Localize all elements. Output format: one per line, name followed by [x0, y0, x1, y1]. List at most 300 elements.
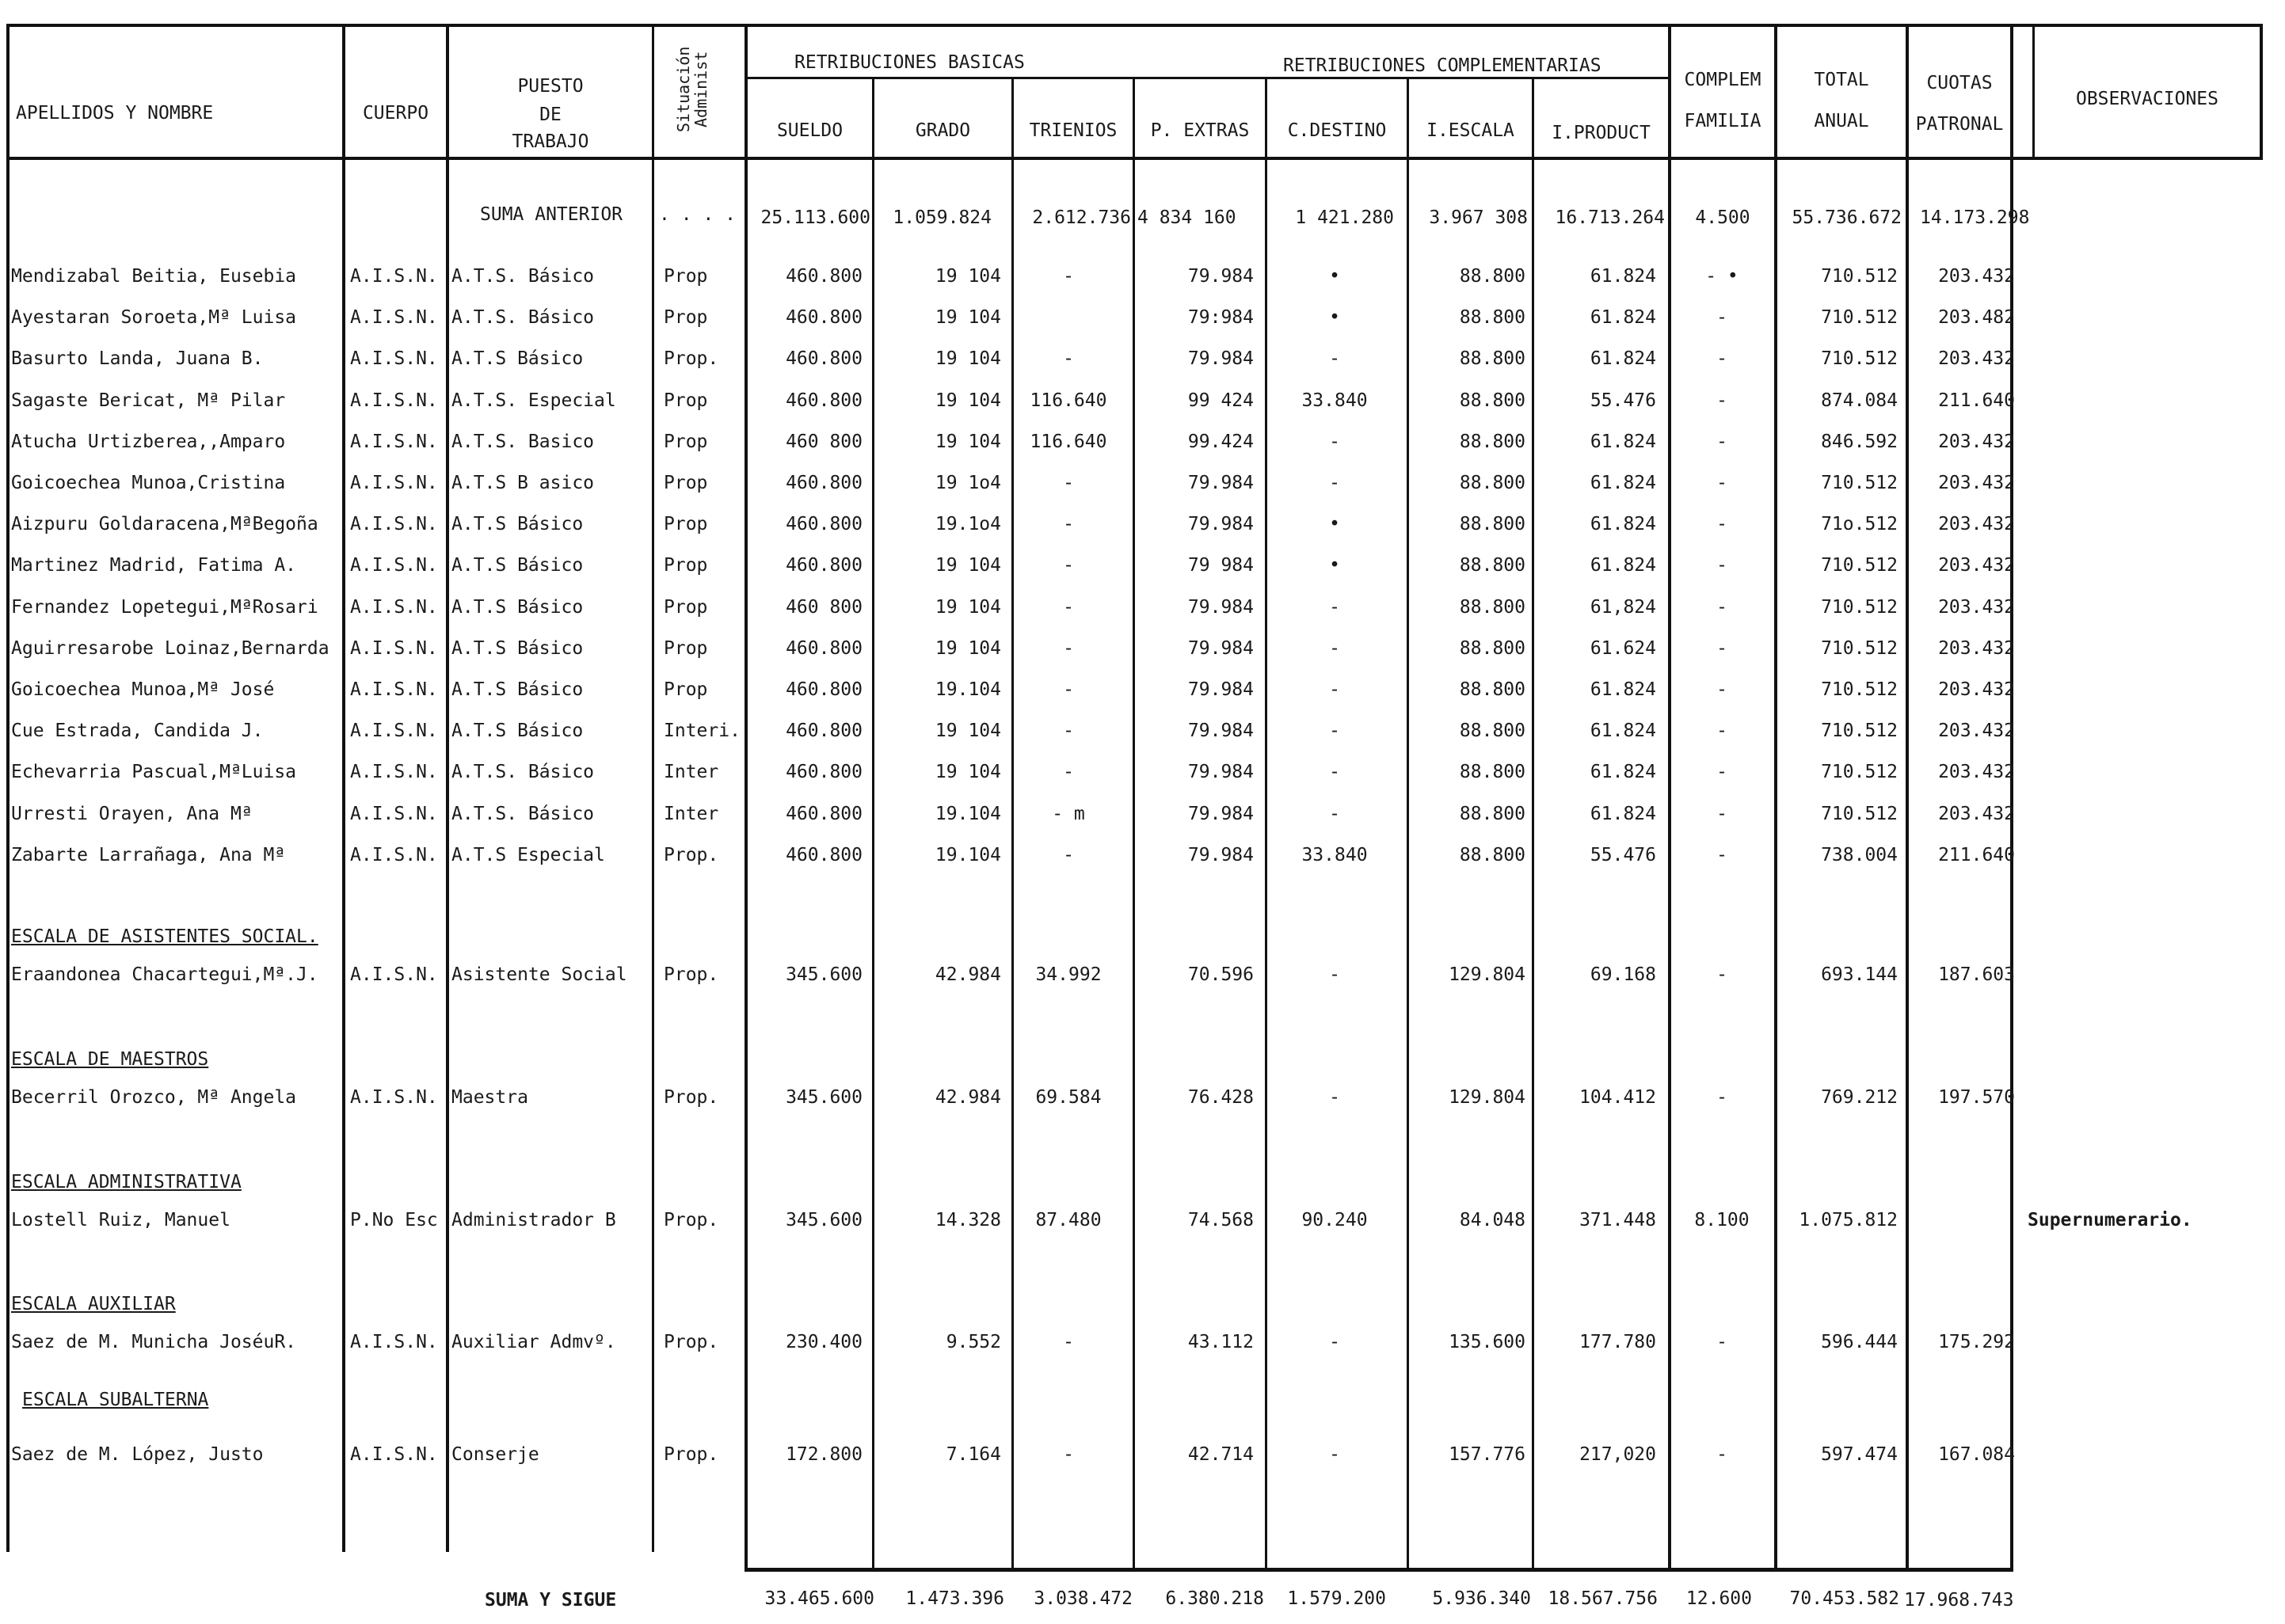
cell-situacion: Prop.: [664, 845, 719, 865]
cell-situacion: Inter: [664, 762, 719, 782]
cell-p-extras: 79.984: [1187, 721, 1254, 741]
cell-total: 596.444: [1821, 1332, 1898, 1352]
cell-total: 597.474: [1821, 1444, 1898, 1465]
suma-y-sigue-label: SUMA Y SIGUE: [485, 1590, 617, 1611]
cell-p-extras: 79.984: [1187, 762, 1254, 782]
cell-i-escala: 88.800: [1459, 266, 1525, 287]
cell-grado: 19 1o4: [935, 473, 1001, 493]
cell-nombre: Fernandez Lopetegui,MªRosari: [11, 597, 318, 618]
cell-i-product: 61.824: [1590, 307, 1656, 328]
cell-c-destino: -: [1329, 597, 1340, 618]
cell-trienios: - m: [1052, 804, 1085, 824]
suma-anterior-c-destino: 1 421.280: [1295, 207, 1394, 228]
cell-i-escala: 129.804: [1449, 964, 1525, 985]
cell-cuerpo: A.I.S.N.: [350, 514, 438, 534]
suma-anterior-total: 55.736.672: [1792, 207, 1902, 228]
cell-complem: -: [1716, 845, 1727, 865]
cell-total: 710.512: [1821, 597, 1898, 618]
cell-trienios: -: [1063, 348, 1074, 369]
cell-puesto: A.T.S Básico: [451, 514, 584, 534]
cell-i-escala: 88.800: [1459, 555, 1525, 576]
cell-total: 710.512: [1821, 473, 1898, 493]
suma-anterior-trienios: 2.612.736: [1032, 207, 1131, 228]
cell-total: 846.592: [1821, 432, 1898, 452]
cell-i-escala: 88.800: [1459, 514, 1525, 534]
cell-complem: -: [1716, 555, 1727, 576]
cell-trienios: -: [1063, 1444, 1074, 1465]
cell-i-product: 61.824: [1590, 473, 1656, 493]
cell-i-escala: 84.048: [1459, 1210, 1525, 1230]
suma-anterior-sueldo: 25.113.600: [760, 207, 870, 228]
cell-total: 710.512: [1821, 307, 1898, 328]
cell-complem: -: [1716, 1444, 1727, 1465]
cell-p-extras: 79.984: [1187, 597, 1254, 618]
suma-y-sigue-p-extras: 6.380.218: [1165, 1588, 1264, 1609]
cell-cuerpo: A.I.S.N.: [350, 1332, 438, 1352]
cell-puesto: A.T.S Básico: [451, 721, 584, 741]
header-situacion: [675, 30, 710, 149]
suma-y-sigue-i-product: 18.567.756: [1548, 1588, 1658, 1609]
cell-p-extras: 79.984: [1187, 473, 1254, 493]
cell-situacion: Prop: [664, 597, 708, 618]
suma-anterior-i-escala: 3.967 308: [1429, 207, 1528, 228]
cell-puesto: Administrador B: [451, 1210, 616, 1230]
cell-sueldo: 460.800: [786, 845, 863, 865]
cell-complem: -: [1716, 679, 1727, 700]
header-cuotas: CUOTAS: [1926, 73, 1993, 93]
cell-cuerpo: A.I.S.N.: [350, 1087, 438, 1108]
cell-grado: 19.104: [935, 845, 1001, 865]
cell-puesto: A.T.S. Básico: [451, 307, 595, 328]
cell-i-escala: 135.600: [1449, 1332, 1525, 1352]
cell-nombre: Echevarria Pascual,MªLuisa: [11, 762, 297, 782]
suma-anterior-complem: 4.500: [1695, 207, 1750, 228]
cell-cuotas: 203.432: [1938, 721, 2015, 741]
cell-cuerpo: A.I.S.N.: [350, 348, 438, 369]
cell-p-extras: 79.984: [1187, 514, 1254, 534]
cell-cuerpo: A.I.S.N.: [350, 432, 438, 452]
cell-i-product: 104.412: [1579, 1087, 1656, 1108]
cell-c-destino: 33.840: [1301, 390, 1368, 411]
cell-sueldo: 460 800: [786, 432, 863, 452]
cell-cuotas: 203.432: [1938, 432, 2015, 452]
cell-puesto: A.T.S Básico: [451, 597, 584, 618]
cell-trienios: -: [1063, 514, 1074, 534]
cell-complem: -: [1716, 1332, 1727, 1352]
cell-puesto: A.T.S Especial: [451, 845, 605, 865]
cell-grado: 19 104: [935, 432, 1001, 452]
cell-puesto: Maestra: [451, 1087, 528, 1108]
cell-cuotas: 203.432: [1938, 266, 2015, 287]
cell-c-destino: -: [1329, 1087, 1340, 1108]
cell-trienios: -: [1063, 473, 1074, 493]
cell-p-extras: 79 984: [1187, 555, 1254, 576]
cell-complem: -: [1716, 348, 1727, 369]
cell-nombre: Becerril Orozco, Mª Angela: [11, 1087, 297, 1108]
cell-total: 710.512: [1821, 804, 1898, 824]
cell-i-product: 61.824: [1590, 348, 1656, 369]
cell-trienios: -: [1063, 845, 1074, 865]
suma-y-sigue-grado: 1.473.396: [905, 1588, 1004, 1609]
cell-i-escala: 88.800: [1459, 721, 1525, 741]
cell-grado: 19 104: [935, 597, 1001, 618]
cell-p-extras: 79.984: [1187, 266, 1254, 287]
cell-situacion: Prop: [664, 473, 708, 493]
cell-i-escala: 88.800: [1459, 597, 1525, 618]
cell-complem: 8.100: [1694, 1210, 1750, 1230]
cell-total: 710.512: [1821, 679, 1898, 700]
cell-i-escala: 157.776: [1449, 1444, 1525, 1465]
cell-cuotas: 203.432: [1938, 804, 2015, 824]
cell-situacion: Prop.: [664, 348, 719, 369]
cell-nombre: Aguirresarobe Loinaz,Bernarda: [11, 638, 329, 659]
cell-grado: 19.104: [935, 679, 1001, 700]
cell-trienios: 34.992: [1035, 964, 1102, 985]
cell-trienios: -: [1063, 597, 1074, 618]
cell-puesto: A.T.S. Especial: [451, 390, 616, 411]
header-trienios: TRIENIOS: [1029, 120, 1118, 141]
cell-c-destino: 33.840: [1301, 845, 1368, 865]
cell-cuerpo: P.No Esc: [350, 1210, 438, 1230]
suma-y-sigue-cuotas: 17.968.743: [1904, 1590, 2014, 1611]
header-i-product: I.PRODUCT: [1552, 123, 1651, 143]
cell-situacion: Prop.: [664, 1210, 719, 1230]
cell-sueldo: 345.600: [786, 964, 863, 985]
cell-total: 710.512: [1821, 555, 1898, 576]
cell-c-destino: •: [1329, 307, 1340, 328]
cell-nombre: Saez de M. Municha JoséuR.: [11, 1332, 297, 1352]
cell-p-extras: 79.984: [1187, 679, 1254, 700]
cell-p-extras: 99 424: [1187, 390, 1254, 411]
cell-p-extras: 76.428: [1187, 1087, 1254, 1108]
cell-sueldo: 460.800: [786, 514, 863, 534]
cell-grado: 7.164: [946, 1444, 1001, 1465]
cell-cuotas: 197.570: [1938, 1087, 2015, 1108]
cell-grado: 19 104: [935, 721, 1001, 741]
cell-i-product: 61,824: [1590, 597, 1656, 618]
suma-y-sigue-complem: 12.600: [1685, 1588, 1752, 1609]
header-situacion-1: Situación: [674, 46, 693, 133]
cell-sueldo: 460.800: [786, 348, 863, 369]
cell-p-extras: 99.424: [1187, 432, 1254, 452]
header-puesto: PUESTO: [517, 76, 584, 97]
header-apellidos: APELLIDOS Y NOMBRE: [16, 103, 214, 124]
cell-total: 874.084: [1821, 390, 1898, 411]
cell-i-product: 61.824: [1590, 514, 1656, 534]
cell-trienios: 69.584: [1035, 1087, 1102, 1108]
cell-i-escala: 88.800: [1459, 845, 1525, 865]
cell-i-escala: 88.800: [1459, 432, 1525, 452]
cell-trienios: 87.480: [1035, 1210, 1102, 1230]
cell-cuotas: 203.432: [1938, 348, 2015, 369]
cell-sueldo: 460 800: [786, 597, 863, 618]
cell-grado: 19 104: [935, 762, 1001, 782]
cell-nombre: Urresti Orayen, Ana Mª: [11, 804, 253, 824]
cell-puesto: A.T.S Básico: [451, 638, 584, 659]
cell-cuotas: 203.432: [1938, 597, 2015, 618]
cell-grado: 19 104: [935, 638, 1001, 659]
cell-nombre: Goicoechea Munoa,Mª José: [11, 679, 275, 700]
cell-c-destino: -: [1329, 1332, 1340, 1352]
cell-c-destino: -: [1329, 679, 1340, 700]
cell-cuotas: 203.432: [1938, 555, 2015, 576]
cell-p-extras: 42.714: [1187, 1444, 1254, 1465]
cell-cuotas: 203.482: [1938, 307, 2015, 328]
cell-grado: 14.328: [935, 1210, 1001, 1230]
cell-nombre: Sagaste Bericat, Mª Pilar: [11, 390, 286, 411]
cell-total: 693.144: [1821, 964, 1898, 985]
cell-cuerpo: A.I.S.N.: [350, 964, 438, 985]
cell-situacion: Interi.: [664, 721, 741, 741]
cell-sueldo: 460.800: [786, 638, 863, 659]
cell-cuerpo: A.I.S.N.: [350, 845, 438, 865]
cell-cuerpo: A.I.S.N.: [350, 473, 438, 493]
header-observaciones: OBSERVACIONES: [2075, 89, 2218, 109]
header-i-escala: I.ESCALA: [1426, 120, 1514, 141]
cell-complem: -: [1716, 1087, 1727, 1108]
cell-grado: 42.984: [935, 1087, 1001, 1108]
header-cuerpo: CUERPO: [362, 103, 429, 124]
cell-i-product: 217,020: [1579, 1444, 1656, 1465]
cell-complem: - •: [1705, 266, 1739, 287]
cell-i-escala: 88.800: [1459, 473, 1525, 493]
cell-cuerpo: A.I.S.N.: [350, 1444, 438, 1465]
cell-trienios: -: [1063, 762, 1074, 782]
cell-situacion: Prop.: [664, 1087, 719, 1108]
cell-cuerpo: A.I.S.N.: [350, 307, 438, 328]
cell-puesto: A.T.S Básico: [451, 679, 584, 700]
cell-i-product: 61.824: [1590, 762, 1656, 782]
cell-observaciones: Supernumerario.: [2028, 1210, 2192, 1230]
cell-total: 710.512: [1821, 348, 1898, 369]
cell-puesto: Conserje: [451, 1444, 539, 1465]
header-total: TOTAL: [1814, 70, 1869, 90]
cell-trienios: 116.640: [1030, 390, 1107, 411]
cell-complem: -: [1716, 432, 1727, 452]
cell-grado: 19.1o4: [935, 514, 1001, 534]
header-complem: COMPLEM: [1684, 70, 1761, 90]
cell-complem: -: [1716, 964, 1727, 985]
cell-sueldo: 345.600: [786, 1087, 863, 1108]
cell-grado: 42.984: [935, 964, 1001, 985]
cell-sueldo: 460.800: [786, 555, 863, 576]
cell-cuerpo: A.I.S.N.: [350, 266, 438, 287]
cell-complem: -: [1716, 514, 1727, 534]
cell-sueldo: 345.600: [786, 1210, 863, 1230]
cell-i-product: 61.824: [1590, 432, 1656, 452]
cell-i-escala: 88.800: [1459, 679, 1525, 700]
cell-complem: -: [1716, 307, 1727, 328]
cell-p-extras: 70.596: [1187, 964, 1254, 985]
cell-trienios: -: [1063, 679, 1074, 700]
suma-anterior-grado: 1.059.824: [893, 207, 992, 228]
cell-i-product: 69.168: [1590, 964, 1656, 985]
cell-p-extras: 79.984: [1187, 804, 1254, 824]
cell-sueldo: 230.400: [786, 1332, 863, 1352]
cell-trienios: 116.640: [1030, 432, 1107, 452]
cell-i-product: 61.824: [1590, 555, 1656, 576]
cell-total: 769.212: [1821, 1087, 1898, 1108]
cell-sueldo: 460.800: [786, 679, 863, 700]
cell-p-extras: 43.112: [1187, 1332, 1254, 1352]
cell-situacion: Prop: [664, 638, 708, 659]
cell-cuotas: 203.432: [1938, 638, 2015, 659]
header-sueldo: SUELDO: [776, 120, 844, 141]
cell-sueldo: 460.800: [786, 473, 863, 493]
cell-cuotas: 203.432: [1938, 514, 2015, 534]
cell-i-product: 55.476: [1590, 845, 1656, 865]
cell-i-product: 371.448: [1579, 1210, 1656, 1230]
cell-complem: -: [1716, 597, 1727, 618]
section-title: ESCALA SUBALTERNA: [22, 1390, 209, 1410]
cell-c-destino: -: [1329, 721, 1340, 741]
cell-grado: 19 104: [935, 307, 1001, 328]
cell-c-destino: -: [1329, 804, 1340, 824]
cell-situacion: Prop.: [664, 1332, 719, 1352]
cell-cuerpo: A.I.S.N.: [350, 679, 438, 700]
cell-cuerpo: A.I.S.N.: [350, 638, 438, 659]
cell-puesto: Asistente Social: [451, 964, 627, 985]
cell-grado: 19 104: [935, 555, 1001, 576]
cell-i-escala: 88.800: [1459, 762, 1525, 782]
cell-situacion: Prop: [664, 390, 708, 411]
cell-trienios: -: [1063, 555, 1074, 576]
cell-situacion: Prop: [664, 432, 708, 452]
cell-total: 710.512: [1821, 638, 1898, 659]
cell-nombre: Zabarte Larrañaga, Ana Mª: [11, 845, 286, 865]
cell-situacion: Prop: [664, 555, 708, 576]
suma-y-sigue-c-destino: 1.579.200: [1287, 1588, 1386, 1609]
cell-complem: -: [1716, 721, 1727, 741]
suma-y-sigue-trienios: 3.038.472: [1034, 1588, 1133, 1609]
cell-c-destino: -: [1329, 473, 1340, 493]
cell-situacion: Inter: [664, 804, 719, 824]
cell-situacion: Prop: [664, 266, 708, 287]
cell-c-destino: -: [1329, 964, 1340, 985]
section-title: ESCALA ADMINISTRATIVA: [11, 1172, 242, 1192]
cell-sueldo: 460.800: [786, 390, 863, 411]
cell-nombre: Ayestaran Soroeta,Mª Luisa: [11, 307, 297, 328]
cell-total: 710.512: [1821, 721, 1898, 741]
suma-y-sigue-i-escala: 5.936.340: [1432, 1588, 1531, 1609]
cell-sueldo: 460.800: [786, 721, 863, 741]
cell-grado: 19.104: [935, 804, 1001, 824]
cell-trienios: -: [1063, 638, 1074, 659]
section-title: ESCALA DE ASISTENTES SOCIAL.: [11, 926, 318, 947]
cell-i-escala: 129.804: [1449, 1087, 1525, 1108]
cell-sueldo: 172.800: [786, 1444, 863, 1465]
cell-grado: 19 104: [935, 348, 1001, 369]
cell-p-extras: 74.568: [1187, 1210, 1254, 1230]
header-situacion-2: Administ: [691, 51, 710, 128]
cell-i-escala: 88.800: [1459, 307, 1525, 328]
cell-i-product: 61.824: [1590, 721, 1656, 741]
cell-c-destino: •: [1329, 555, 1340, 576]
cell-puesto: A.T.S. Básico: [451, 266, 595, 287]
cell-puesto: A.T.S. Basico: [451, 432, 595, 452]
cell-c-destino: •: [1329, 266, 1340, 287]
cell-cuerpo: A.I.S.N.: [350, 804, 438, 824]
cell-puesto: A.T.S. Básico: [451, 804, 595, 824]
cell-nombre: Cue Estrada, Candida J.: [11, 721, 264, 741]
cell-c-destino: -: [1329, 348, 1340, 369]
suma-anterior-situacion: . . . .: [659, 204, 736, 225]
suma-anterior-p-extras: 4 834 160: [1137, 207, 1236, 228]
cell-i-product: 61.824: [1590, 266, 1656, 287]
cell-nombre: Mendizabal Beitia, Eusebia: [11, 266, 297, 287]
cell-cuotas: 167.084: [1938, 1444, 2015, 1465]
cell-puesto: A.T.S Básico: [451, 555, 584, 576]
cell-i-product: 61.624: [1590, 638, 1656, 659]
header-patronal: PATRONAL: [1915, 114, 2004, 135]
cell-nombre: Saez de M. López, Justo: [11, 1444, 264, 1465]
header-p-extras: P. EXTRAS: [1150, 120, 1250, 141]
cell-trienios: -: [1063, 266, 1074, 287]
cell-c-destino: -: [1329, 1444, 1340, 1465]
cell-situacion: Prop: [664, 307, 708, 328]
cell-complem: -: [1716, 390, 1727, 411]
cell-grado: 19 104: [935, 266, 1001, 287]
cell-nombre: Eraandonea Chacartegui,Mª.J.: [11, 964, 318, 985]
cell-complem: -: [1716, 762, 1727, 782]
cell-sueldo: 460.800: [786, 266, 863, 287]
cell-p-extras: 79:984: [1187, 307, 1254, 328]
cell-cuotas: 187.603: [1938, 964, 2015, 985]
cell-c-destino: 90.240: [1301, 1210, 1368, 1230]
cell-puesto: A.T.S Básico: [451, 348, 584, 369]
cell-i-product: 61.824: [1590, 679, 1656, 700]
section-title: ESCALA AUXILIAR: [11, 1294, 176, 1314]
cell-nombre: Aizpuru Goldaracena,MªBegoña: [11, 514, 318, 534]
cell-c-destino: -: [1329, 638, 1340, 659]
cell-nombre: Martinez Madrid, Fatima A.: [11, 555, 297, 576]
cell-sueldo: 460.800: [786, 307, 863, 328]
cell-complem: -: [1716, 804, 1727, 824]
header-puesto-trabajo: TRABAJO: [512, 131, 589, 152]
cell-cuotas: 211.640: [1938, 845, 2015, 865]
cell-c-destino: •: [1329, 514, 1340, 534]
header-puesto-de: DE: [539, 105, 562, 125]
cell-i-escala: 88.800: [1459, 348, 1525, 369]
suma-anterior-cuotas: 14.173.298: [1920, 207, 2030, 228]
cell-cuotas: 203.432: [1938, 473, 2015, 493]
header-retrib-complementarias: RETRIBUCIONES COMPLEMENTARIAS: [1283, 55, 1601, 76]
cell-cuotas: 211.640: [1938, 390, 2015, 411]
cell-nombre: Goicoechea Munoa,Cristina: [11, 473, 286, 493]
cell-total: 738.004: [1821, 845, 1898, 865]
cell-cuerpo: A.I.S.N.: [350, 390, 438, 411]
header-grado: GRADO: [915, 120, 971, 141]
section-title: ESCALA DE MAESTROS: [11, 1049, 209, 1070]
cell-c-destino: -: [1329, 432, 1340, 452]
cell-sueldo: 460.800: [786, 762, 863, 782]
cell-p-extras: 79.984: [1187, 348, 1254, 369]
cell-cuotas: 203.432: [1938, 679, 2015, 700]
suma-anterior-label: SUMA ANTERIOR: [480, 204, 623, 225]
cell-trienios: -: [1063, 1332, 1074, 1352]
cell-total: 710.512: [1821, 266, 1898, 287]
cell-complem: -: [1716, 473, 1727, 493]
header-c-destino: C.DESTINO: [1287, 120, 1387, 141]
cell-i-escala: 88.800: [1459, 390, 1525, 411]
cell-situacion: Prop: [664, 514, 708, 534]
cell-cuerpo: A.I.S.N.: [350, 597, 438, 618]
cell-sueldo: 460.800: [786, 804, 863, 824]
suma-anterior-i-product: 16.713.264: [1555, 207, 1665, 228]
cell-grado: 19 104: [935, 390, 1001, 411]
cell-p-extras: 79.984: [1187, 638, 1254, 659]
cell-cuotas: 175.292: [1938, 1332, 2015, 1352]
